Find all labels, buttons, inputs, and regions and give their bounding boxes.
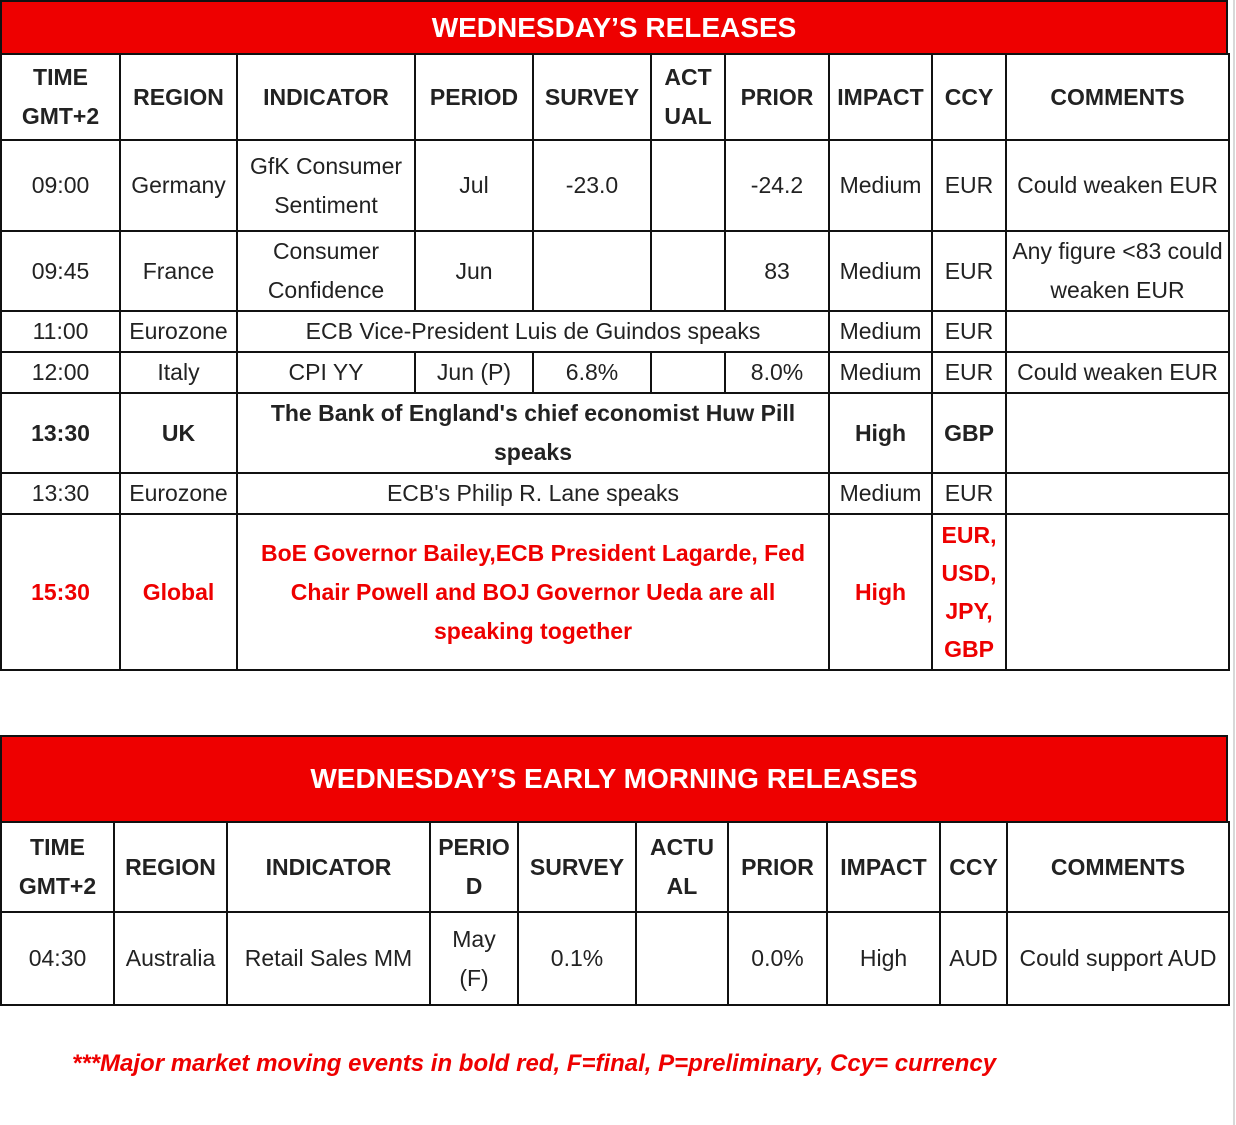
- cell-time: 09:00: [1, 140, 120, 231]
- cell-period: Jun (P): [415, 352, 533, 393]
- cell-event: ECB's Philip R. Lane speaks: [237, 473, 829, 514]
- cell-ccy: EUR: [932, 231, 1006, 311]
- cell-ccy: EUR: [932, 352, 1006, 393]
- cell-ccy: GBP: [932, 393, 1006, 473]
- table-row: [1, 311, 1229, 352]
- col-actual: ACT UAL: [651, 54, 725, 140]
- cell-prior: 0.0%: [728, 912, 827, 1005]
- releases-title: [0, 0, 1228, 55]
- col-comments: COMMENTS: [1006, 54, 1229, 140]
- cell-time: 13:30: [1, 473, 120, 514]
- cell-impact: Medium: [829, 473, 932, 514]
- col-survey: SURVEY: [533, 54, 651, 140]
- table-row: [1, 912, 1229, 1005]
- early-title-text: WEDNESDAY’S EARLY MORNING RELEASES: [310, 763, 918, 794]
- cell-prior: 83: [725, 231, 829, 311]
- cell-event: ECB Vice-President Luis de Guindos speaks: [237, 311, 829, 352]
- col-period: PERIOD: [415, 54, 533, 140]
- cell-prior: 8.0%: [725, 352, 829, 393]
- table-row: [1, 473, 1229, 514]
- cell-region: Eurozone: [120, 311, 237, 352]
- table-row: [1, 140, 1229, 231]
- col-ccy: CCY: [932, 54, 1006, 140]
- cell-period: May (F): [430, 912, 518, 1005]
- header-row: [1, 822, 1229, 912]
- cell-impact: Medium: [829, 231, 932, 311]
- cell-ccy: EUR: [932, 473, 1006, 514]
- cell-prior: -24.2: [725, 140, 829, 231]
- cell-actual: [636, 912, 728, 1005]
- col-survey: SURVEY: [518, 822, 636, 912]
- col-ccy: CCY: [940, 822, 1007, 912]
- cell-actual: [651, 231, 725, 311]
- cell-comments: Any figure <83 could weaken EUR: [1006, 231, 1229, 311]
- cell-impact: Medium: [829, 352, 932, 393]
- table-row: [1, 393, 1229, 473]
- cell-comments: [1006, 473, 1229, 514]
- early-table: [0, 821, 1230, 1006]
- cell-time: 11:00: [1, 311, 120, 352]
- cell-survey: 0.1%: [518, 912, 636, 1005]
- cell-region: Eurozone: [120, 473, 237, 514]
- cell-comments: Could weaken EUR: [1006, 140, 1229, 231]
- col-period: PERIO D: [430, 822, 518, 912]
- cell-impact: High: [829, 514, 932, 670]
- cell-ccy: EUR: [932, 311, 1006, 352]
- cell-impact: High: [827, 912, 940, 1005]
- header-row: [1, 54, 1229, 140]
- cell-indicator: CPI YY: [237, 352, 415, 393]
- col-actual: ACTU AL: [636, 822, 728, 912]
- col-indicator: INDICATOR: [227, 822, 430, 912]
- cell-event: The Bank of England's chief economist Huw Pill speaks: [237, 393, 829, 473]
- cell-indicator: Retail Sales MM: [227, 912, 430, 1005]
- cell-actual: [651, 352, 725, 393]
- col-time: TIME GMT+2: [1, 54, 120, 140]
- cell-survey: 6.8%: [533, 352, 651, 393]
- cell-region: UK: [120, 393, 237, 473]
- cell-indicator: GfK Consumer Sentiment: [237, 140, 415, 231]
- col-impact: IMPACT: [827, 822, 940, 912]
- cell-comments: Could weaken EUR: [1006, 352, 1229, 393]
- table-row: [1, 514, 1229, 670]
- cell-comments: [1006, 514, 1229, 670]
- cell-time: 15:30: [1, 514, 120, 670]
- cell-survey: [533, 231, 651, 311]
- cell-indicator: Consumer Confidence: [237, 231, 415, 311]
- col-impact: IMPACT: [829, 54, 932, 140]
- early-title: [0, 735, 1228, 823]
- cell-region: Germany: [120, 140, 237, 231]
- cell-impact: Medium: [829, 311, 932, 352]
- col-region: REGION: [114, 822, 227, 912]
- footnote: ***Major market moving events in bold red, F=final, P=preliminary, Ccy= currency: [72, 1050, 997, 1077]
- col-comments: COMMENTS: [1007, 822, 1229, 912]
- cell-survey: -23.0: [533, 140, 651, 231]
- cell-impact: High: [829, 393, 932, 473]
- cell-comments: [1006, 311, 1229, 352]
- col-indicator: INDICATOR: [237, 54, 415, 140]
- col-prior: PRIOR: [725, 54, 829, 140]
- cell-ccy: EUR: [932, 140, 1006, 231]
- cell-ccy: EUR, USD, JPY, GBP: [932, 514, 1006, 670]
- cell-comments: Could support AUD: [1007, 912, 1229, 1005]
- col-prior: PRIOR: [728, 822, 827, 912]
- table-row: [1, 352, 1229, 393]
- col-time: TIME GMT+2: [1, 822, 114, 912]
- cell-region: France: [120, 231, 237, 311]
- cell-time: 12:00: [1, 352, 120, 393]
- page-edge-line: [1233, 0, 1235, 1125]
- cell-time: 04:30: [1, 912, 114, 1005]
- cell-region: Global: [120, 514, 237, 670]
- cell-time: 09:45: [1, 231, 120, 311]
- cell-actual: [651, 140, 725, 231]
- cell-time: 13:30: [1, 393, 120, 473]
- cell-period: Jun: [415, 231, 533, 311]
- cell-comments: [1006, 393, 1229, 473]
- releases-table: [0, 53, 1230, 671]
- releases-title-text: WEDNESDAY’S RELEASES: [431, 11, 797, 43]
- cell-event: BoE Governor Bailey,ECB President Lagarde, Fed Chair Powell and BOJ Governor Ueda are all speaking together: [237, 514, 829, 670]
- cell-period: Jul: [415, 140, 533, 231]
- cell-impact: Medium: [829, 140, 932, 231]
- cell-region: Australia: [114, 912, 227, 1005]
- cell-ccy: AUD: [940, 912, 1007, 1005]
- early-section: [0, 735, 1228, 1006]
- col-region: REGION: [120, 54, 237, 140]
- table-row: [1, 231, 1229, 311]
- cell-region: Italy: [120, 352, 237, 393]
